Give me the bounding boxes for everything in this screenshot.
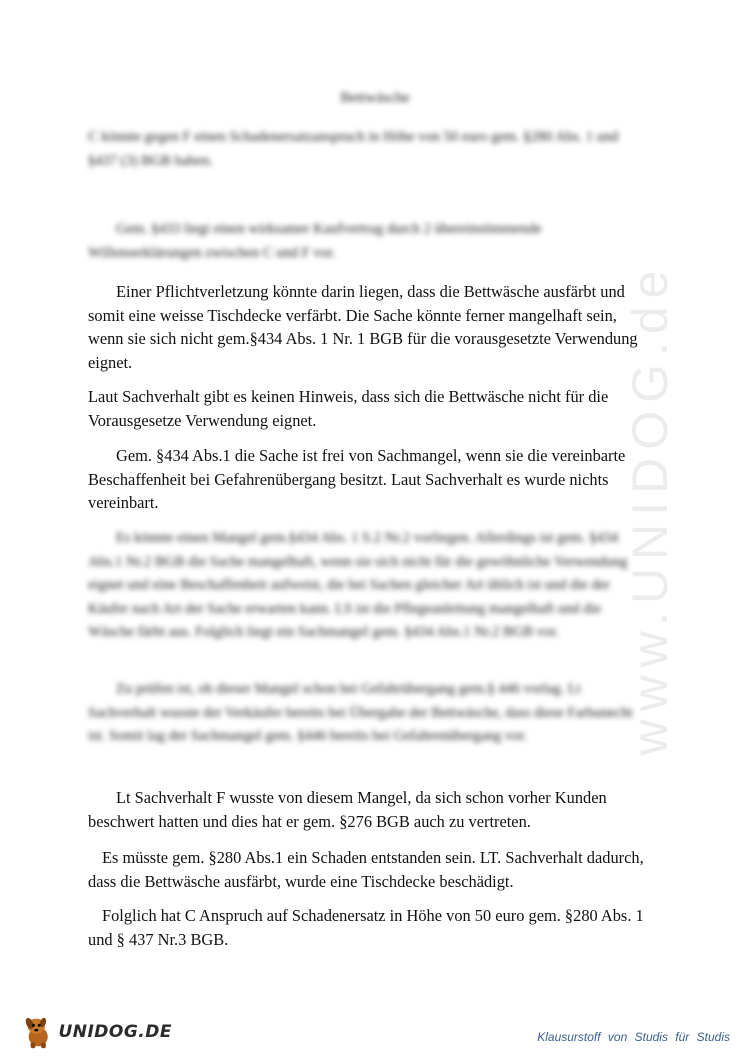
paragraph-schaden: Es müsste gem. §280 Abs.1 ein Schaden entstanden sein. LT. Sachverhalt dadurch, dass die Bettwäsche ausfärbt, wurde eine Tischdecke beschädigt. (88, 848, 644, 891)
logo-text: UNIDOG.DE (58, 1022, 172, 1042)
paragraph-pflichtverletzung: Einer Pflichtverletzung könnte darin liegen, dass die Bettwäsche ausfärbt und somit eine weisse Tischdecke verfärbt. Die Sache könnte ferner mangelhaft sein, wenn sie sich nicht gem.§434 Abs. 1 Nr. 1 BGB für die vorausgesetzte Verwendung eignet. (88, 282, 638, 372)
blurred-intro: C könnte gegen F einen Schadenersatzanspruch in Höhe von 50 euro gem. §280 Abs. 1 und §437 (3) BGB haben. (88, 129, 619, 169)
document-title: Bettwäsche (340, 90, 410, 106)
paragraph-folglich: Folglich hat C Anspruch auf Schadenersatz in Höhe von 50 euro gem. §280 Abs. 1 und § 437 Nr.3 BGB. (88, 906, 644, 949)
paragraph-lt-sachverhalt: Lt Sachverhalt F wusste von diesem Mangel, da sich schon vorher Kunden beschwert hatten und dies hat er gem. §276 BGB auch zu vertreten. (88, 788, 607, 831)
dog-mascot-icon (22, 1013, 54, 1051)
blurred-mangel: Es könnte einen Mangel gem.§434 Abs. 1 S.2 Nr.2 vorliegen. Allerdings ist gem. §434 Abs.1 Nr.2 BGB die Sache mangelhaft, wenn sie sich nicht für die gewöhnliche Verwendung eignet und eine Beschaffenheit aufweist, die bei Sachen gleicher Art üblich ist und die der Käufer nach Art der Sache erwarten kann. LS ist die Pflegeanleitung mangelhaft und die Wäsche färbt aus. Folglich liegt ein Sachmangel gem. §434 Abs.1 Nr.2 BGB vor. (88, 530, 628, 640)
watermark: www.UNIDOG.de (622, 262, 678, 756)
blurred-gefahruebergang: Zu prüfen ist, ob dieser Mangel schon bei Gefahrübergang gem.§ 446 vorlag. Lt Sachverhalt wusste der Verkäufer bereits bei Übergabe der Bettwäsche, dass diese Farbunecht ist. Somit lag der Sachmangel gem. §446 bereits bei Gefahrenübergang vor. (88, 681, 633, 744)
paragraph-gem-434: Gem. §434 Abs.1 die Sache ist frei von Sachmangel, wenn sie die vereinbarte Beschaffenheit bei Gefahrenübergang besitzt. Laut Sachverhalt es wurde nichts vereinbart. (88, 446, 626, 512)
footer-slogan: Klausurstoff von Studis für Studis (537, 1030, 730, 1044)
unidog-logo[interactable] (22, 1012, 172, 1052)
paragraph-laut-sachverhalt: Laut Sachverhalt gibt es keinen Hinweis, dass sich die Bettwäsche nicht für die Vorausgesetze Verwendung eignet. (88, 387, 609, 430)
blurred-contract: Gem. §433 liegt einen wirksamer Kaufvertrag durch 2 übereinstimmende Willenserklärungen zwischen C und F vor. (88, 221, 542, 261)
